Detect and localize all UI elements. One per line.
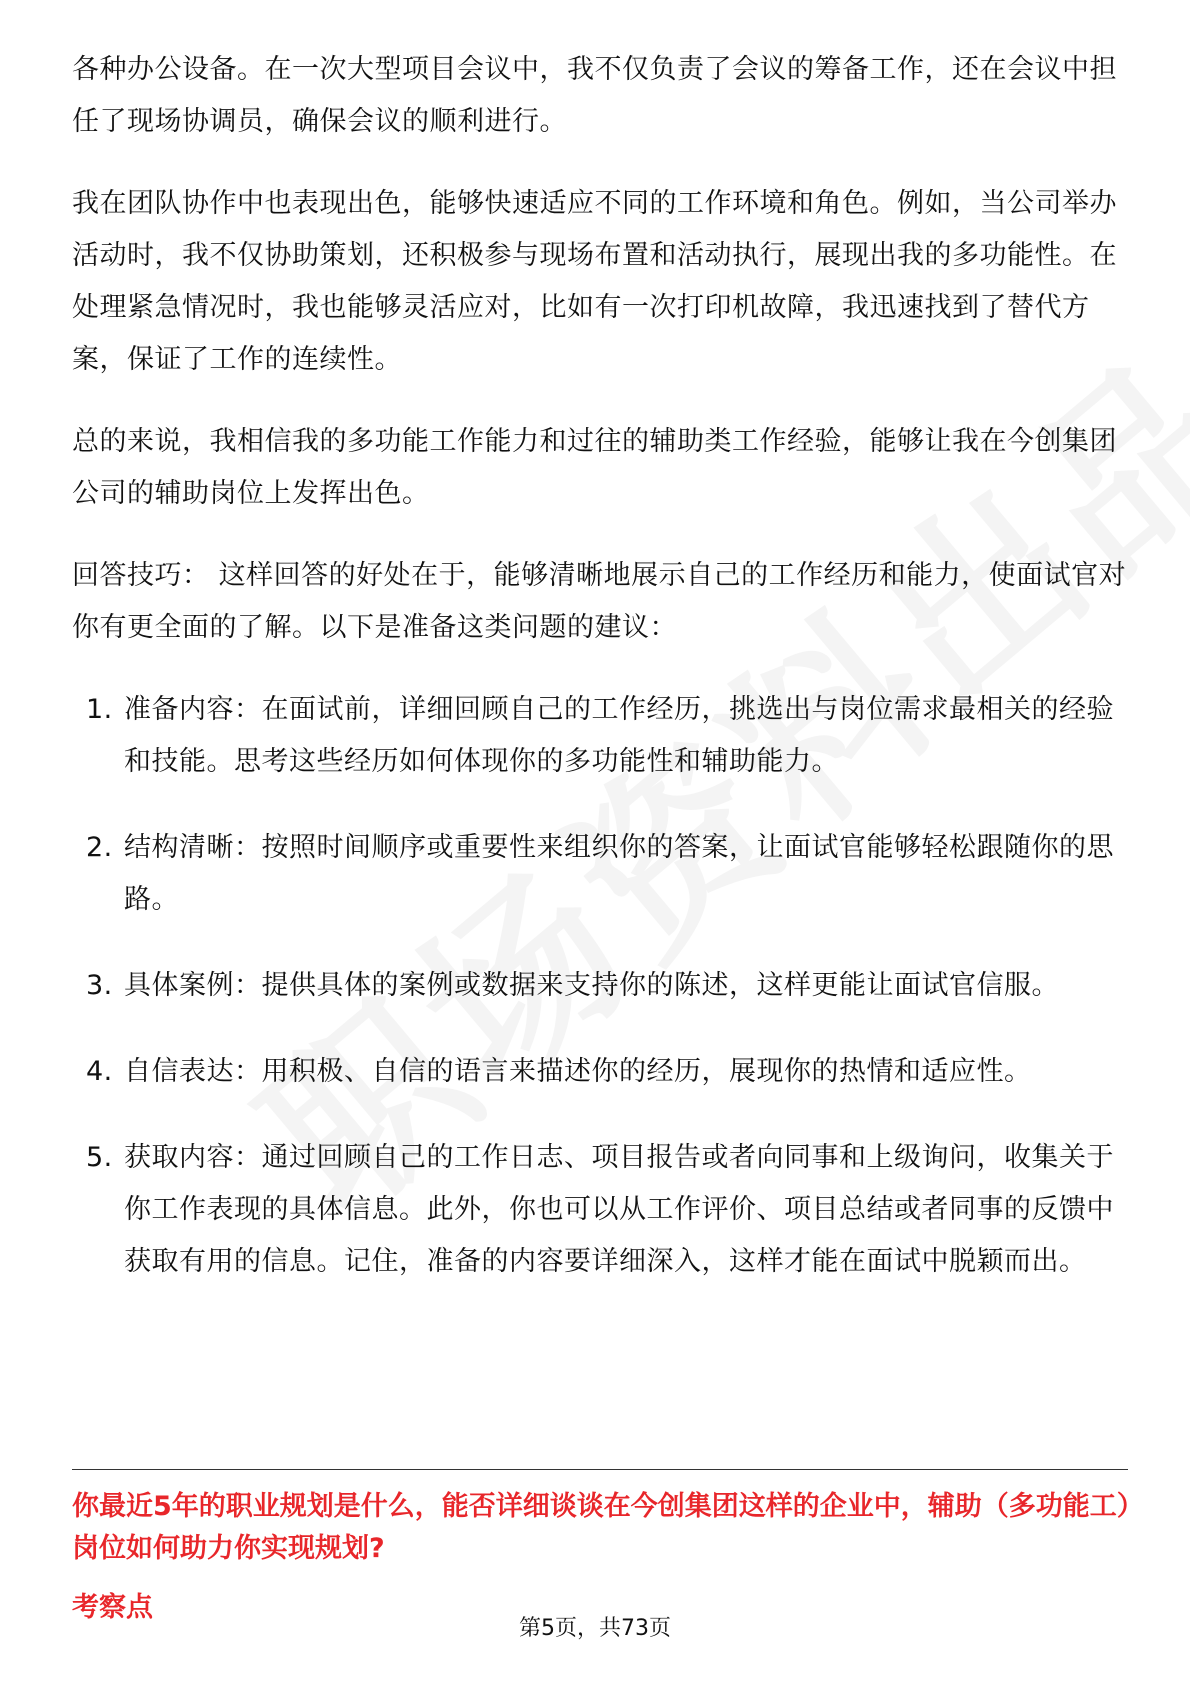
paragraph: 各种办公设备。在一次大型项目会议中，我不仅负责了会议的筹备工作，还在会议中担任了现场协调员，确保会议的顺利进行。 [72, 54, 1117, 137]
document-body [72, 44, 1132, 1322]
question-heading: 你最近5年的职业规划是什么，能否详细谈谈在今创集团这样的企业中，辅助（多功能工）岗位如何助力你实现规划? [72, 1491, 1131, 1564]
section-divider [72, 1469, 1128, 1470]
paragraph: 我在团队协作中也表现出色，能够快速适应不同的工作环境和角色。例如，当公司举办活动时，我不仅协助策划，还积极参与现场布置和活动执行，展现出我的多功能性。在处理紧急情况时，我也能够灵活应对，比如有一次打印机故障，我迅速找到了替代方案，保证了工作的连续性。 [72, 188, 1117, 375]
list-number: 3. [86, 970, 113, 1001]
list-item [72, 1046, 1132, 1098]
list-number: 1. [86, 694, 113, 725]
answer-tips-intro: 回答技巧： 这样回答的好处在于，能够清晰地展示自己的工作经历和能力，使面试官对你有更全面的了解。以下是准备这类问题的建议： [72, 560, 1127, 643]
list-item-text: 自信表达：用积极、自信的语言来描述你的经历，展现你的热情和适应性。 [124, 1056, 1032, 1087]
section-heading: 考察点 [72, 1592, 153, 1623]
list-item [72, 960, 1132, 1012]
list-item-text: 获取内容：通过回顾自己的工作日志、项目报告或者向同事和上级询问，收集关于你工作表现的具体信息。此外，你也可以从工作评价、项目总结或者同事的反馈中获取有用的信息。记住，准备的内容要详细深入，这样才能在面试中脱颖而出。 [124, 1142, 1114, 1277]
tips-list [72, 684, 1132, 1288]
list-item-text: 具体案例：提供具体的案例或数据来支持你的陈述，这样更能让面试官信服。 [124, 970, 1059, 1001]
list-item [72, 684, 1132, 788]
list-number: 2. [86, 832, 113, 863]
list-item-text: 准备内容：在面试前，详细回顾自己的工作经历，挑选出与岗位需求最相关的经验和技能。思考这些经历如何体现你的多功能性和辅助能力。 [124, 694, 1114, 777]
list-number: 4. [86, 1056, 113, 1087]
page-footer: 第5页，共73页 [519, 1616, 671, 1641]
list-number: 5. [86, 1142, 113, 1173]
list-item [72, 822, 1132, 926]
list-item-text: 结构清晰：按照时间顺序或重要性来组织你的答案，让面试官能够轻松跟随你的思路。 [124, 832, 1114, 915]
list-item [72, 1132, 1132, 1288]
paragraph: 总的来说，我相信我的多功能工作能力和过往的辅助类工作经验，能够让我在今创集团公司的辅助岗位上发挥出色。 [72, 426, 1117, 509]
